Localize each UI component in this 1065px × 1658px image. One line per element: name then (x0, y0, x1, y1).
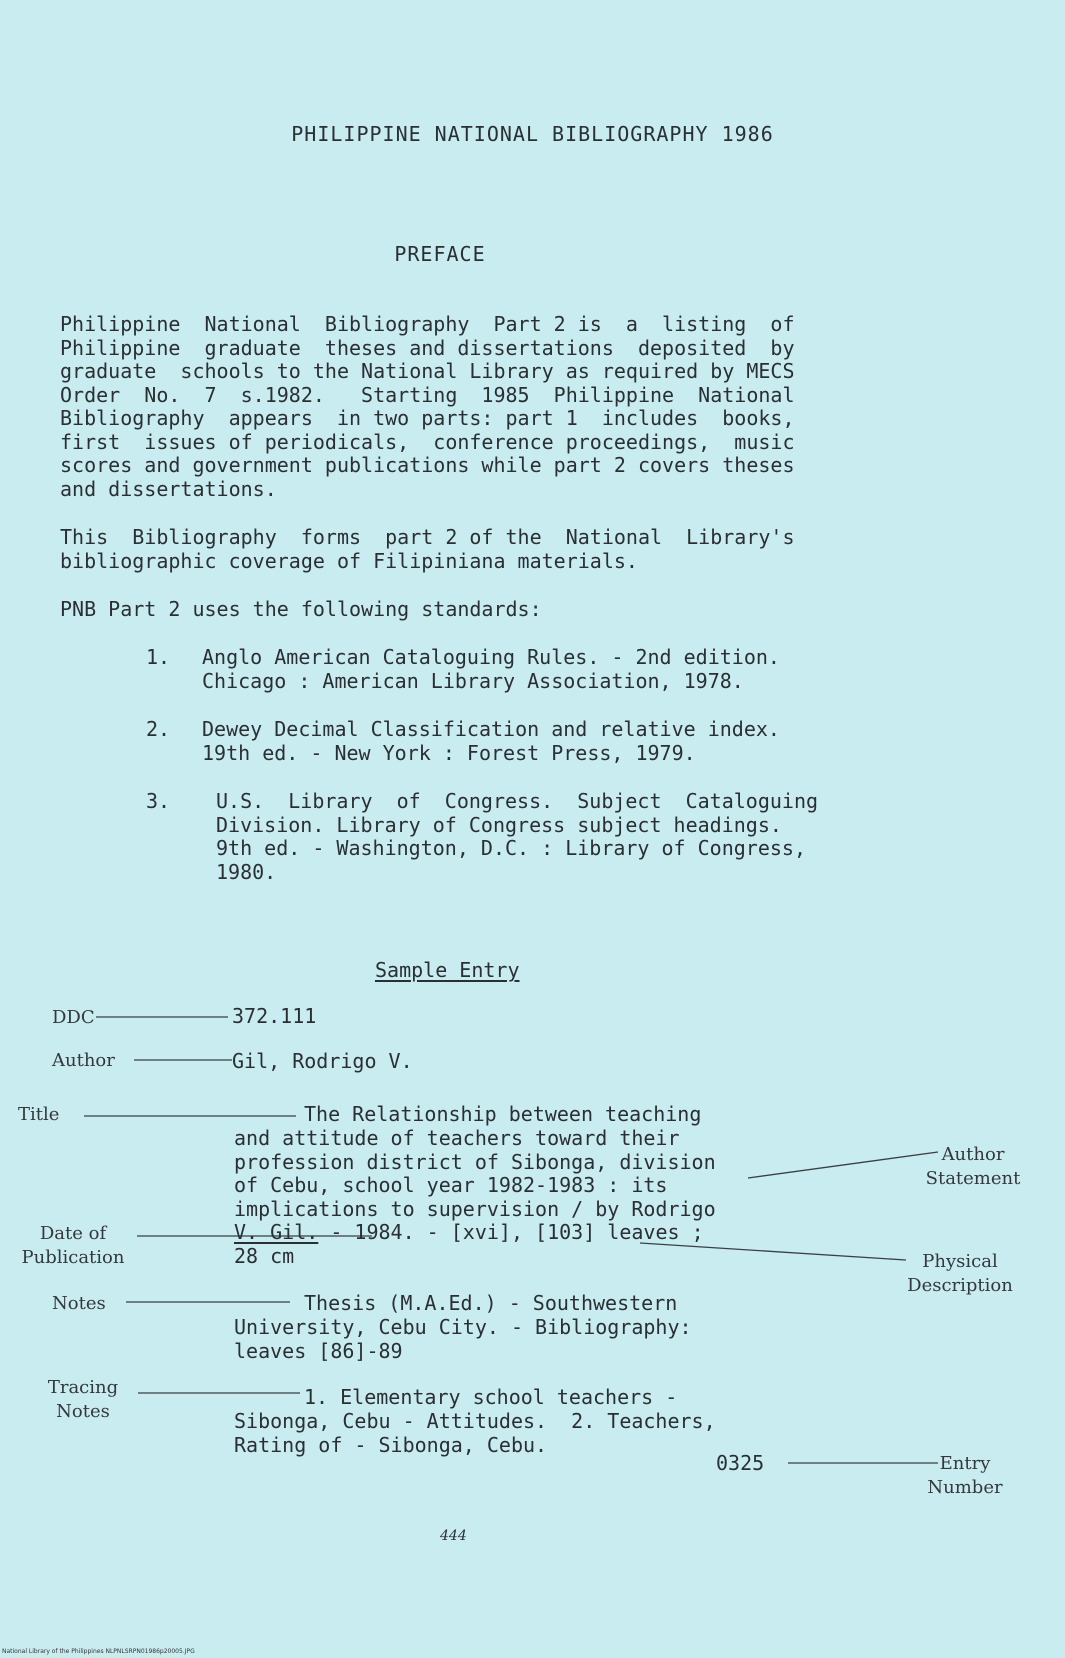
standard-number: 2. (146, 717, 171, 741)
author-statement-label: Author Statement (925, 1144, 1021, 1189)
page-number: 444 (440, 1528, 467, 1544)
tracing-continuation: Sibonga, Cebu - Attitudes. 2. Teachers, Rating of - Sibonga, Cebu. (234, 1409, 716, 1457)
title-first-line: The Relationship between teaching (304, 1102, 702, 1126)
preface-paragraph-3: PNB Part 2 uses the following standards: (60, 597, 542, 621)
standard-number: 1. (146, 645, 171, 669)
tracing-first-line: 1. Elementary school teachers - (304, 1385, 678, 1409)
ddc-value: 372.111 (232, 1004, 317, 1028)
tracing-notes-label: Tracing Notes (47, 1377, 119, 1422)
author-statement-connector (748, 1152, 938, 1178)
entry-number-value: 0325 (716, 1451, 765, 1475)
date-and-extent: - 1984. - [xvi], [103] leaves ; (318, 1220, 704, 1244)
entry-number-label: Entry Number (927, 1453, 1003, 1498)
date-line (234, 1221, 704, 1245)
preface-paragraph-2: This Bibliography forms part 2 of the National Library's bibliographic coverage of Filipiniana materials. (60, 525, 795, 573)
bibliography-title: PHILIPPINE NATIONAL BIBLIOGRAPHY 1986 (291, 122, 774, 146)
author-short: V. Gil. (234, 1220, 319, 1244)
standard-text: Dewey Decimal Classification and relative index. 19th ed. - New York : Forest Press, 1979. (202, 717, 780, 765)
author-value: Gil, Rodrigo V. (232, 1049, 413, 1073)
preface-paragraph-1: Philippine National Bibliography Part 2 is a listing of Philippine graduate theses and dissertations deposited by graduate schools to the National Library as required by MECS Order No. 7 s.1982. Starting 1985 Philippine National Bibliography appears in two parts: part 1 includes books, first issues of periodicals, conference proceedings, music scores and government publications while part 2 covers theses and dissertations. (60, 312, 795, 501)
standard-number: 3. (146, 789, 171, 813)
standard-text: Anglo American Cataloguing Rules. - 2nd edition. Chicago : American Library Association, 1978. (202, 645, 780, 693)
notes-continuation: University, Cebu City. - Bibliography: leaves [86]-89 (234, 1315, 692, 1363)
notes-first-line: Thesis (M.A.Ed.) - Southwestern (304, 1291, 678, 1315)
date-of-publication-label: Date of Publication (21, 1223, 125, 1268)
scan-footer: National Library of the Philippines NLPNLSRPN01986p20005.JPG (2, 1648, 195, 1655)
physical-description-label: Physical Description (907, 1251, 1013, 1296)
title-label: Title (18, 1104, 60, 1125)
title-continuation: and attitude of teachers toward their profession district of Sibonga, division of Cebu, school year 1982-1983 : its implications to supervision / by Rodrigo (234, 1126, 716, 1221)
standard-text: U.S. Library of Congress. Subject Cataloguing Division. Library of Congress subject headings. 9th ed. - Washington, D.C. : Library of Congress, 1980. (216, 789, 819, 884)
notes-label: Notes (52, 1293, 106, 1314)
sample-entry-heading: Sample Entry (375, 958, 520, 982)
physical-description-connector (640, 1243, 906, 1260)
physical-extent: 28 cm (234, 1244, 295, 1268)
preface-heading: PREFACE (394, 242, 486, 266)
ddc-label: DDC (52, 1007, 95, 1028)
author-label: Author (52, 1050, 115, 1071)
